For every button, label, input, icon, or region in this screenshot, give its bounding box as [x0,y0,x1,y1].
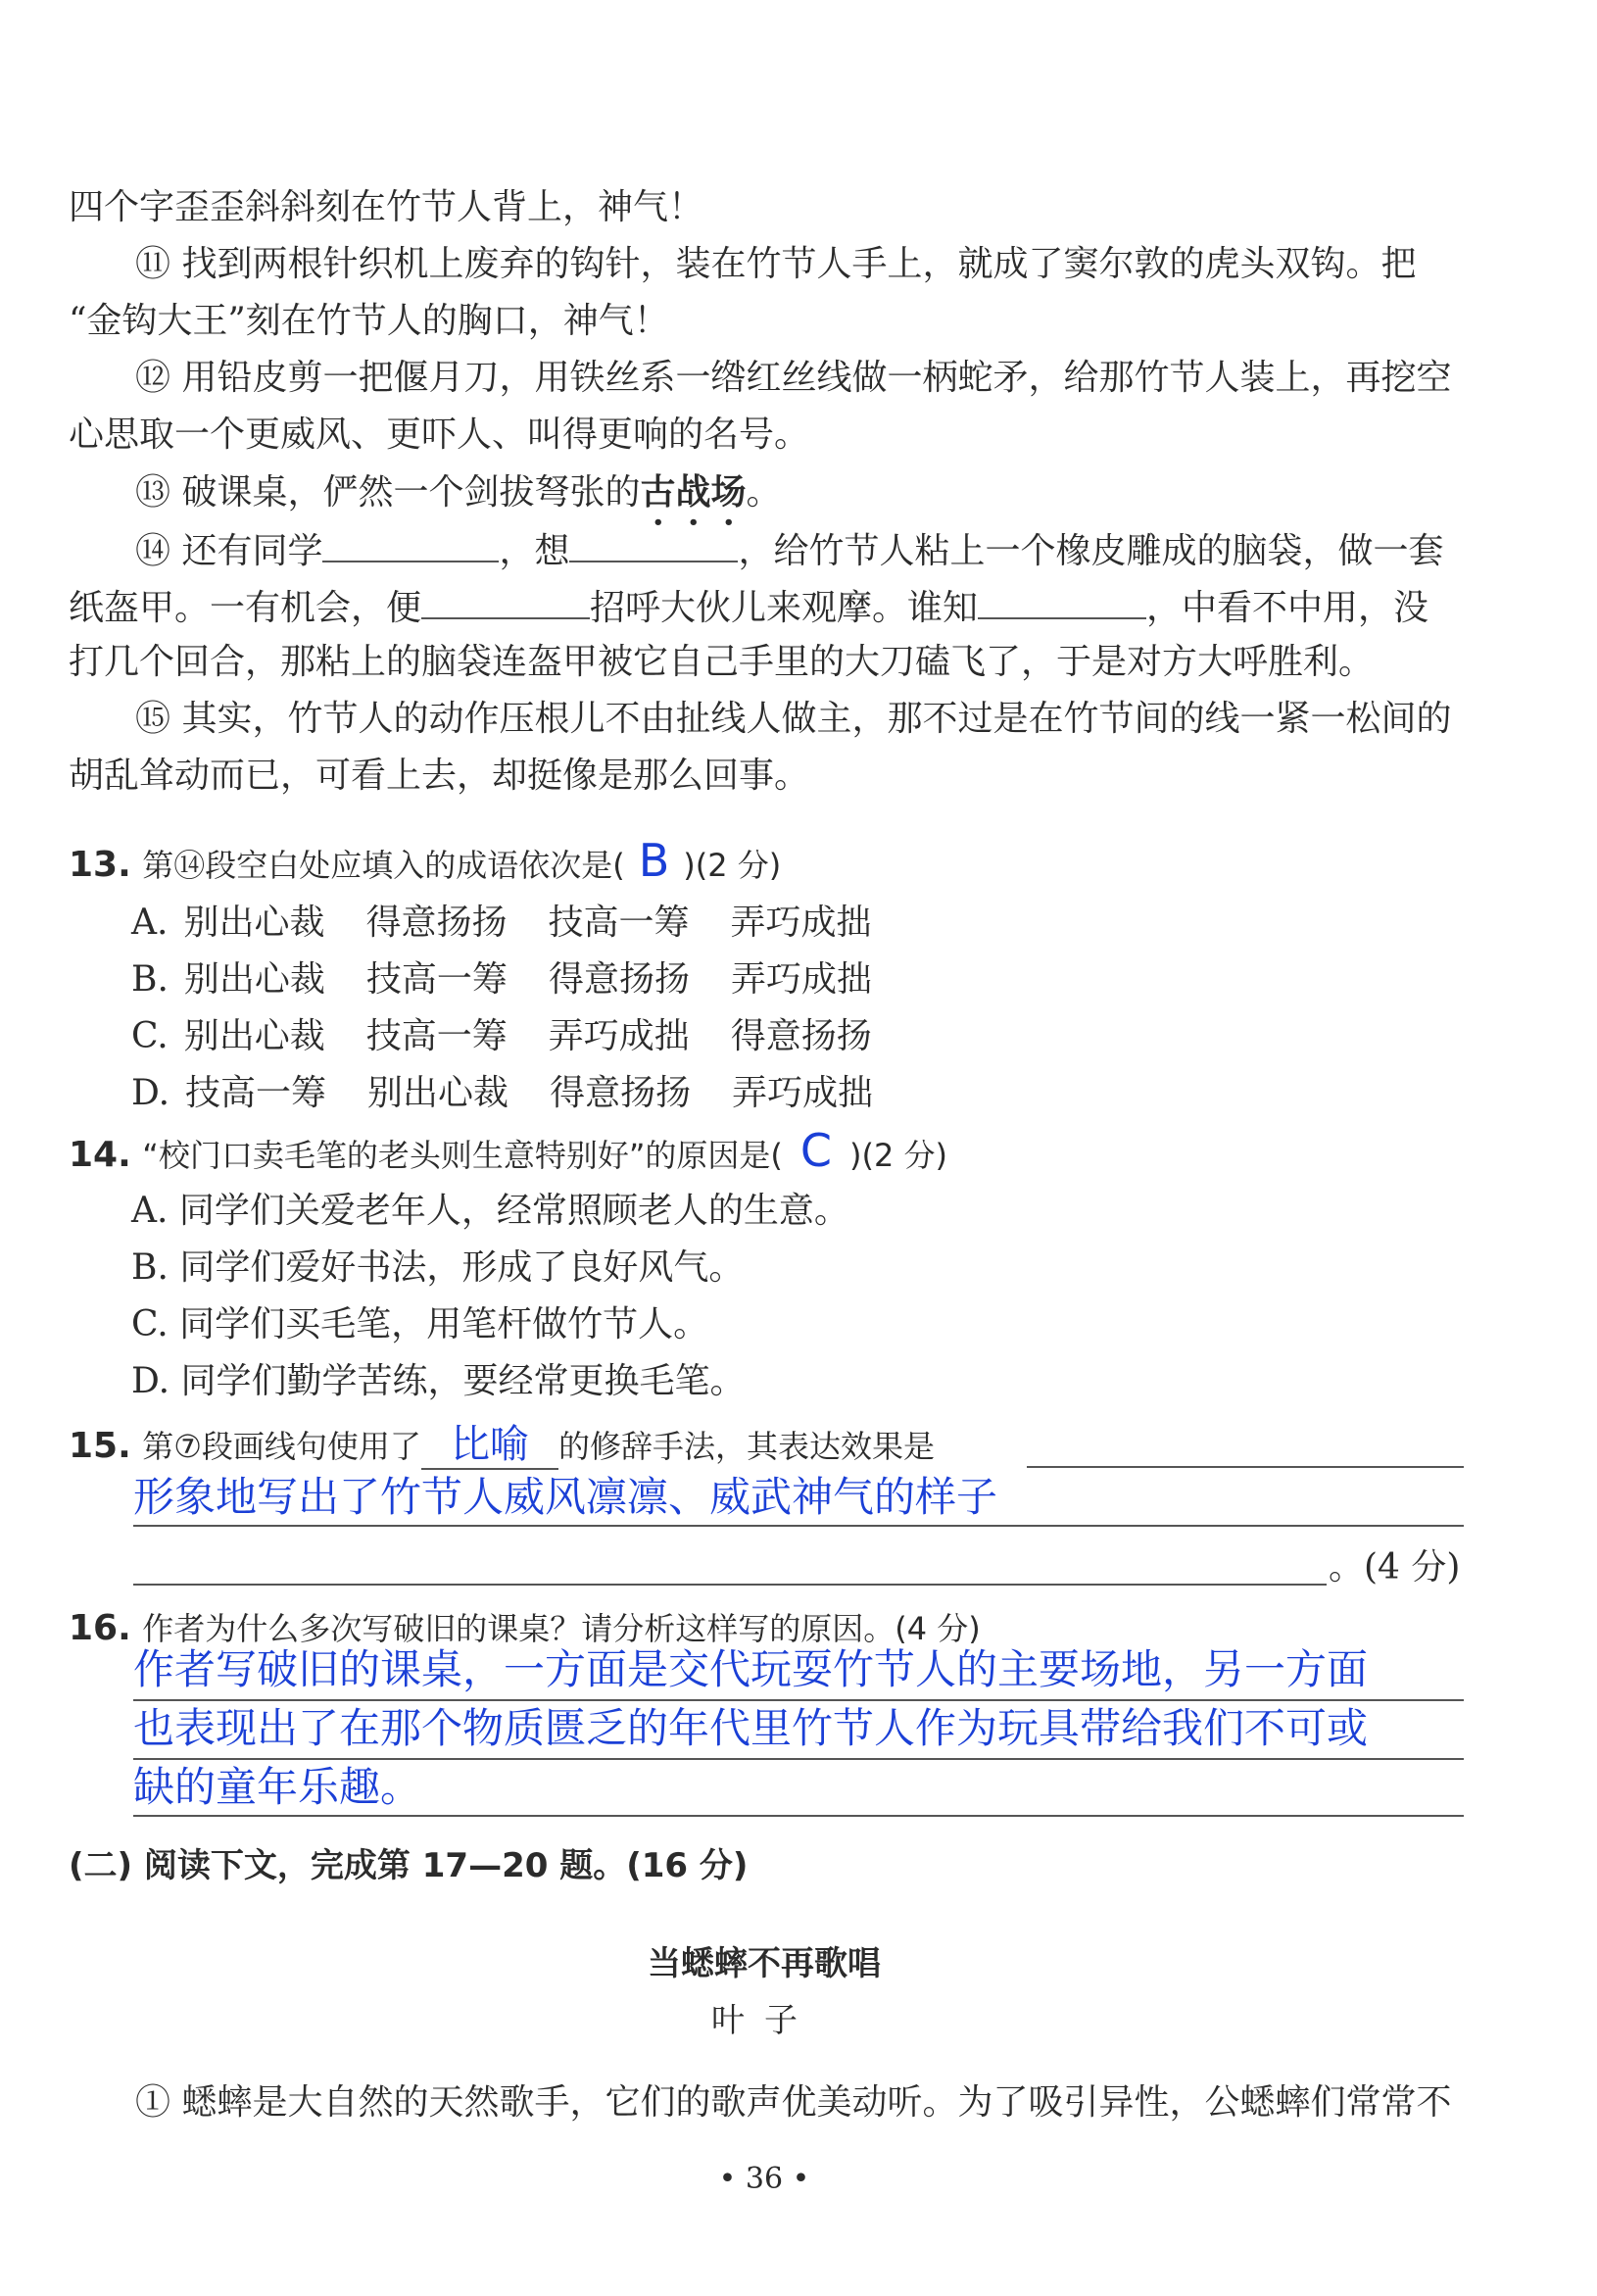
question-15 [69,1423,1470,1470]
q15-score: 。(4 分) [1329,1547,1461,1588]
q14-option-c: C. 同学们买毛笔，用笔杆做竹节人。 [131,1304,709,1344]
p14-text-4: 纸盔甲。一有机会，便 [69,588,422,628]
article-paragraph-1: ① 蟋蟀是大自然的天然歌手，它们的歌声优美动听。为了吸引异性，公蟋蟀们常常不 [135,2082,1452,2123]
q16-answer-line-1: 作者写破旧的课桌，一方面是交代玩耍竹节人的主要场地，另一方面 [133,1645,1369,1693]
question-14 [69,1124,1470,1177]
passage-line: 四个字歪歪斜斜刻在竹节人背上，神气！ [69,187,704,227]
question-text-cont: 的修辞手法，其表达效果是 [557,1428,935,1465]
article-author: 叶子 [711,2001,817,2040]
section-heading: (二) 阅读下文，完成第 17—20 题。(16 分) [69,1846,749,1885]
p14-text-3: ，给竹节人粘上一个橡皮雕成的脑袋，做一套 [738,531,1444,571]
paragraph-15: ⑮ 其实，竹节人的动作压根儿不由扯线人做主，那不过是在竹节间的线一紧一松间的 [135,699,1452,739]
q14-option-d: D. 同学们勤学苦练，要经常更换毛笔。 [131,1361,746,1401]
question-number: 16. [69,1608,131,1648]
q15-answer-line [133,1470,1534,1525]
question-text: 第⑦段画线句使用了 [142,1428,421,1465]
article-title: 当蟋蟀不再歌唱 [648,1944,881,1983]
paragraph-12: ⑫ 用铅皮剪一把偃月刀，用铁丝系一绺红丝线做一柄蛇矛，给那竹节人装上，再挖空 [135,358,1452,398]
answer-line [133,1815,1464,1817]
blank-3 [421,584,590,619]
question-text: 作者为什么多次写破旧的课桌？请分析这样写的原因。(4 分) [142,1610,981,1647]
blank-1 [322,527,499,562]
paragraph-15-cont: 胡乱耸动而已，可看上去，却挺像是那么回事。 [69,756,810,796]
blank-4 [978,584,1146,619]
question-number: 13. [69,845,131,885]
paragraph-12-cont: 心思取一个更威风、更吓人、叫得更响的名号。 [69,415,810,455]
question-score: )(2 分) [849,1137,948,1174]
blank-2 [569,527,738,562]
answer-line [133,1525,1464,1527]
emphasized-phrase: 古战场 [640,471,747,513]
answer-blank-rhetoric [421,1423,558,1470]
question-number: 15. [69,1426,131,1466]
p14-text-1: ⑭ 还有同学 [135,531,323,571]
question-text: “校门口卖毛笔的老头则生意特别好”的原因是( [142,1137,783,1174]
question-score: )(2 分) [683,847,782,884]
paragraph-13-end: 。 [746,472,782,513]
q13-option-b: B. 别出心裁 技高一筹 得意扬扬 弄巧成拙 [131,959,872,1000]
paragraph-11: ⑪ 找到两根针织机上废弃的钩针，装在竹节人手上，就成了窦尔敦的虎头双钩。把 [135,244,1417,284]
q13-option-d: D. 技高一筹 别出心裁 得意扬扬 弄巧成拙 [131,1073,874,1113]
p14-text-2: ，想 [499,531,570,571]
q13-option-a: A. 别出心裁 得意扬扬 技高一筹 弄巧成拙 [131,903,872,943]
paragraph-13-text: ⑬ 破课桌，俨然一个剑拔弩张的 [135,472,641,513]
q16-answer-line-3: 缺的童年乐趣。 [133,1763,422,1811]
question-text: 第⑭段空白处应填入的成语依次是( [142,847,625,884]
q14-option-b: B. 同学们爱好书法，形成了良好风气。 [131,1247,745,1288]
handwritten-answer: C [799,1124,833,1177]
page-number: • 36 • [718,2162,810,2196]
q14-option-a: A. 同学们关爱老年人，经常照顾老人的生意。 [131,1191,849,1231]
paragraph-14 [135,527,1536,573]
p14-text-5: 招呼大伙儿来观摩。谁知 [590,588,979,628]
paragraph-14-cont [69,584,1470,630]
paragraph-11-cont: “金钩大王”刻在竹节人的胸口，神气！ [69,301,669,341]
q16-answer-line-2: 也表现出了在那个物质匮乏的年代里竹节人作为玩具带给我们不可或 [133,1704,1369,1752]
answer-line [1027,1466,1464,1468]
q13-option-c: C. 别出心裁 技高一筹 弄巧成拙 得意扬扬 [131,1016,872,1056]
handwritten-answer: 形象地写出了竹节人威风凛凛、威武神气的样子 [133,1473,998,1521]
answer-line [133,1584,1327,1586]
paragraph-13 [135,470,1536,533]
handwritten-answer: B [638,834,670,887]
handwritten-answer: 比喻 [450,1422,529,1467]
question-13 [69,834,1470,887]
paragraph-14-end: 打几个回合，那粘上的脑袋连盔甲被它自己手里的大刀磕飞了，于是对方大呼胜利。 [69,642,1375,682]
question-number: 14. [69,1135,131,1175]
p14-text-6: ，中看不中用，没 [1146,588,1429,628]
